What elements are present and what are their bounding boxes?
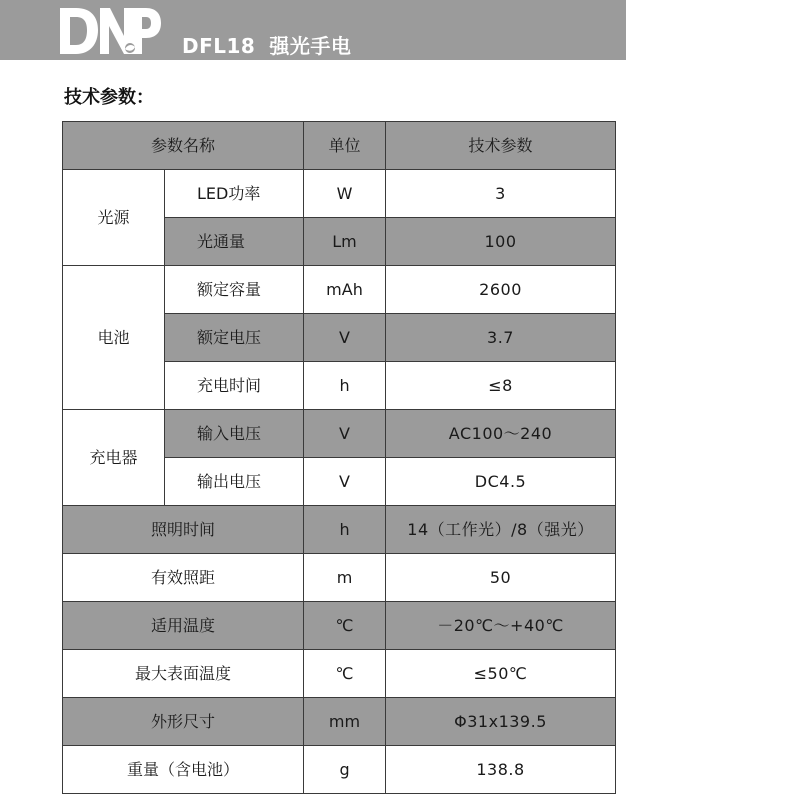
table-row bbox=[63, 170, 616, 218]
param-unit: mAh bbox=[304, 266, 386, 314]
table-row bbox=[63, 650, 616, 698]
param-unit: W bbox=[304, 170, 386, 218]
param-unit: V bbox=[304, 314, 386, 362]
table-row bbox=[63, 746, 616, 794]
param-name: 额定容量 bbox=[165, 266, 304, 314]
param-unit: V bbox=[304, 410, 386, 458]
param-name: 输入电压 bbox=[165, 410, 304, 458]
header-unit: 单位 bbox=[304, 122, 386, 170]
table-row bbox=[63, 698, 616, 746]
param-value: ≤8 bbox=[386, 362, 616, 410]
product-name: 强光手电 bbox=[269, 34, 352, 58]
param-unit: mm bbox=[304, 698, 386, 746]
table-header-row bbox=[63, 122, 616, 170]
header-spec-value: 技术参数 bbox=[386, 122, 616, 170]
category-light-source: 光源 bbox=[63, 170, 165, 266]
table-row bbox=[63, 266, 616, 314]
param-name: 最大表面温度 bbox=[63, 650, 304, 698]
category-charger: 充电器 bbox=[63, 410, 165, 506]
param-value: －20℃～+40℃ bbox=[386, 602, 616, 650]
param-name: 有效照距 bbox=[63, 554, 304, 602]
param-value: 138.8 bbox=[386, 746, 616, 794]
header-param-name: 参数名称 bbox=[63, 122, 304, 170]
dnp-logo bbox=[58, 2, 162, 58]
param-value: 100 bbox=[386, 218, 616, 266]
param-value: Φ31x139.5 bbox=[386, 698, 616, 746]
param-value: AC100～240 bbox=[386, 410, 616, 458]
param-name: 输出电压 bbox=[165, 458, 304, 506]
table-row bbox=[63, 554, 616, 602]
param-name: 适用温度 bbox=[63, 602, 304, 650]
table-row bbox=[63, 410, 616, 458]
param-unit: ℃ bbox=[304, 602, 386, 650]
param-value: DC4.5 bbox=[386, 458, 616, 506]
param-unit: V bbox=[304, 458, 386, 506]
param-value: 2600 bbox=[386, 266, 616, 314]
model-number: DFL18 bbox=[182, 34, 256, 58]
param-name: 额定电压 bbox=[165, 314, 304, 362]
param-name: LED功率 bbox=[165, 170, 304, 218]
param-unit: m bbox=[304, 554, 386, 602]
param-name: 充电时间 bbox=[165, 362, 304, 410]
param-unit: ℃ bbox=[304, 650, 386, 698]
header-band bbox=[0, 0, 626, 60]
param-value: ≤50℃ bbox=[386, 650, 616, 698]
param-unit: g bbox=[304, 746, 386, 794]
param-value: 3.7 bbox=[386, 314, 616, 362]
spec-table bbox=[62, 121, 616, 794]
param-value: 3 bbox=[386, 170, 616, 218]
param-name: 照明时间 bbox=[63, 506, 304, 554]
table-row bbox=[63, 506, 616, 554]
table-row bbox=[63, 602, 616, 650]
section-heading: 技术参数： bbox=[64, 87, 154, 108]
param-name: 光通量 bbox=[165, 218, 304, 266]
category-battery: 电池 bbox=[63, 266, 165, 410]
param-unit: h bbox=[304, 362, 386, 410]
param-unit: h bbox=[304, 506, 386, 554]
param-value: 14（工作光）/8（强光） bbox=[386, 506, 616, 554]
param-name: 重量（含电池） bbox=[63, 746, 304, 794]
param-value: 50 bbox=[386, 554, 616, 602]
param-name: 外形尺寸 bbox=[63, 698, 304, 746]
product-title bbox=[182, 34, 351, 58]
param-unit: Lm bbox=[304, 218, 386, 266]
